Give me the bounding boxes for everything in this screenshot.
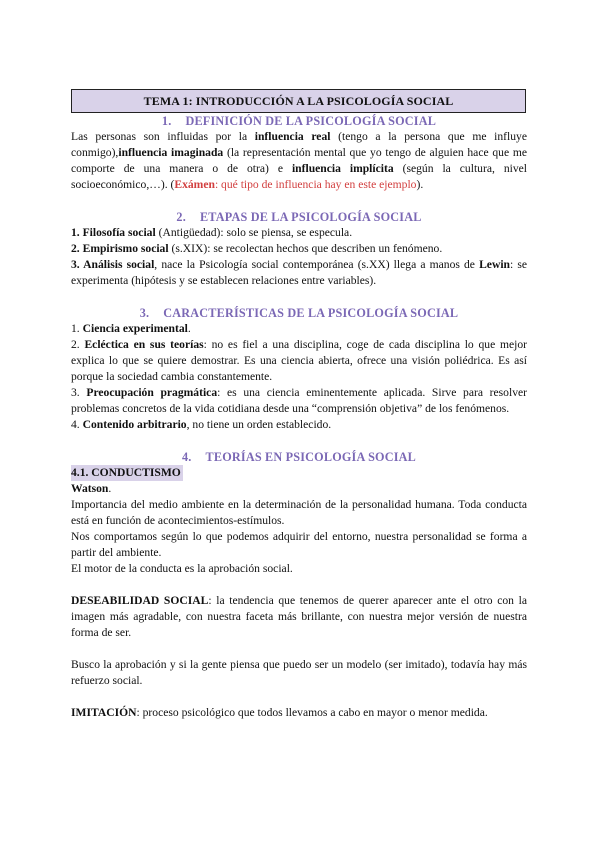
document-title: TEMA 1: INTRODUCCIÓN A LA PSICOLOGÍA SOCIAL	[71, 89, 526, 113]
deseabilidad-paragraph: DESEABILIDAD SOCIAL: la tendencia que tenemos de querer aparecer ante el otro con la imagen más agradable, con nuestra faceta más brillante, con nuestra mejor versión de nuestra forma de ser.	[71, 594, 527, 639]
section-heading-teorias: 4. TEORÍAS EN PSICOLOGÍA SOCIAL	[181, 450, 417, 464]
exam-note: Exámen: qué tipo de influencia hay en este ejemplo	[174, 178, 417, 191]
busco-paragraph: Busco la aprobación y si la gente piensa que puedo ser un modelo (ser imitado), todavía hay más refuerzo social.	[71, 658, 527, 687]
conductismo-paragraph-1: Importancia del medio ambiente en la determinación de la personalidad humana. Toda conducta está en función de acontecimientos-estímulos.	[71, 498, 527, 527]
influencia-real: influencia real	[254, 130, 331, 143]
etapa-item: 2. Empirismo social (s.XIX): se recolectan hechos que describen un fenómeno.	[71, 242, 443, 255]
author-line: Watson.	[71, 482, 112, 495]
section-heading-caracteristicas: 3. CARACTERÍSTICAS DE LA PSICOLOGÍA SOCIAL	[139, 306, 459, 320]
caracteristica-item: 3. Preocupación pragmática: es una ciencia eminentemente aplicada. Sirve para resolver problemas concretos de la vida cotidiana desde una “comprensión objetiva” de los fenómenos.	[71, 386, 528, 415]
definicion-paragraph: Las personas son influidas por la influencia real (tengo a la persona que me influye conmigo),influencia imaginada (la representación mental que yo tengo de alguien hace que me comporte de una manera o de otra) e influencia implícita (según la cultura, nivel socioeconómico,…). (Exámen: qué tipo de influencia hay en este ejemplo).	[71, 130, 527, 191]
etapa-item: 1. Filosofía social (Antigüedad): solo se piensa, se especula.	[71, 226, 353, 239]
imitacion-paragraph: IMITACIÓN: proceso psicológico que todos llevamos a cabo en mayor o menor medida.	[71, 706, 488, 719]
influencia-implicita: influencia implícita	[291, 162, 394, 175]
conductismo-paragraph-2: Nos comportamos según lo que podemos adquirir del entorno, nuestra personalidad se forma a partir del ambiente.	[71, 530, 527, 559]
document-body	[71, 113, 527, 721]
section-heading-etapas: 2. ETAPAS DE LA PSICOLOGÍA SOCIAL	[176, 210, 422, 224]
caracteristica-item: 2. Ecléctica en sus teorías: no es fiel a una disciplina, coge de cada disciplina lo que mejor explica lo que se quiere demostrar. Es una ciencia abierta, ofrece una visión poliédrica. Es así porque la sociedad cambia constantemente.	[71, 338, 527, 383]
section-heading-definicion: 1. DEFINICIÓN DE LA PSICOLOGÍA SOCIAL	[161, 114, 437, 128]
influencia-imaginada: influencia imaginada	[118, 146, 224, 159]
subsection-heading-conductismo: 4.1. CONDUCTISMO	[71, 466, 181, 479]
etapa-item: 3. Análisis social, nace la Psicología social contemporánea (s.XX) llega a manos de Lewin: se experimenta (hipótesis y se establecen relaciones entre variables).	[71, 258, 527, 287]
caracteristica-item: 1. Ciencia experimental.	[71, 322, 191, 335]
conductismo-paragraph-3: El motor de la conducta es la aprobación social.	[71, 562, 293, 575]
caracteristica-item: 4. Contenido arbitrario, no tiene un orden establecido.	[71, 418, 332, 431]
